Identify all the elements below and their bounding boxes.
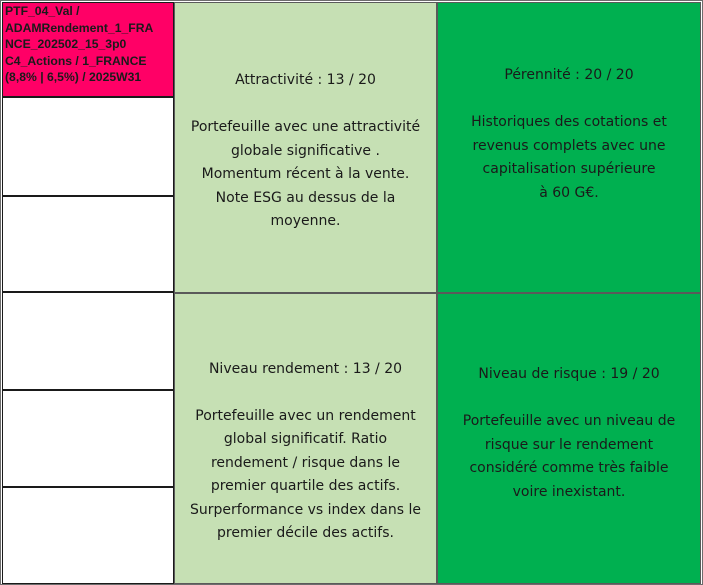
attractivite-card [174, 2, 437, 293]
perennite-description: Historiques des cotations et revenus complets avec une capitalisation supérieure à 60 G€. [471, 114, 667, 201]
risque-title: Niveau de risque : 19 / 20 [478, 366, 660, 382]
risque-description: Portefeuille avec un niveau de risque sur le rendement considéré comme très faible voire inexistant. [462, 413, 676, 500]
rendement-title: Niveau rendement : 13 / 20 [208, 360, 403, 377]
empty-cell-2 [2, 196, 174, 292]
attractivite-description: Portefeuille avec une attractivité globale significative . Momentum récent à la vente. Note ESG au dessus de la moyenne. [190, 119, 421, 230]
perennite-title: Pérennité : 20 / 20 [504, 67, 634, 83]
empty-cell-1 [2, 97, 174, 196]
perennite-card [437, 2, 701, 293]
risque-card [437, 293, 701, 584]
empty-cell-5 [2, 487, 174, 584]
empty-cell-4 [2, 390, 174, 487]
attractivite-title: Attractivité : 13 / 20 [235, 72, 376, 89]
rendement-card [174, 293, 437, 584]
portfolio-id-label: PTF_04_Val / ADAMRendement_1_FRA NCE_202502_15_3p0 C4_Actions / 1_FRANCE (8,8% | 6,5%) / 2025W31 [2, 2, 174, 97]
empty-cell-3 [2, 292, 174, 390]
rendement-description: Portefeuille avec un rendement global significatif. Ratio rendement / risque dans le premier quartile des actifs. Surperformance vs index dans le premier décile des actifs. [190, 407, 421, 541]
